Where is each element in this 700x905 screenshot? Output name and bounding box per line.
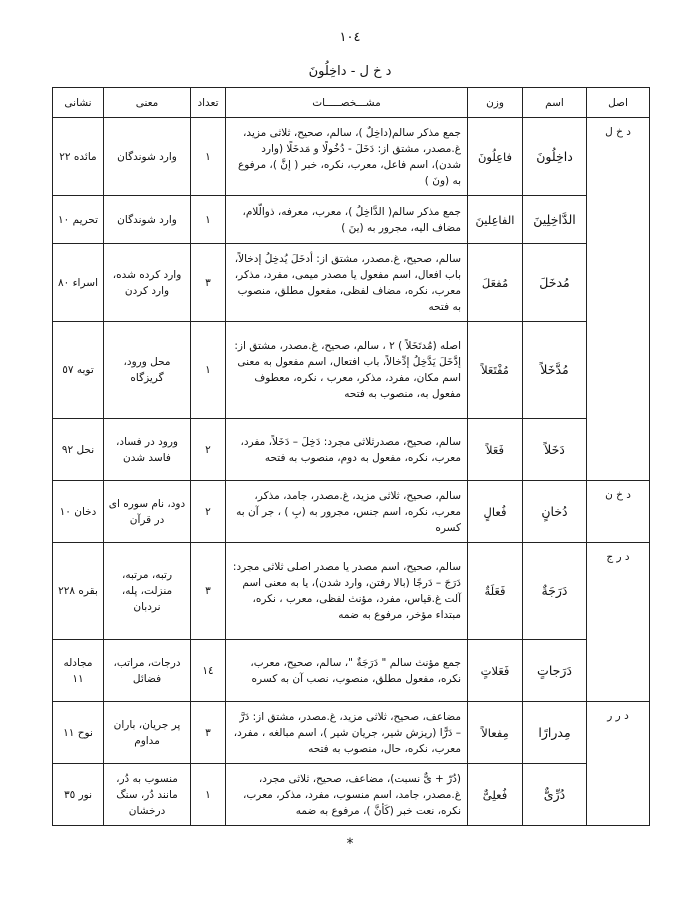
word-cell: الدَّاخِلِینَ	[523, 196, 587, 244]
pattern-cell: فَعَلاً	[468, 419, 523, 481]
pattern-cell: فاعِلُونَ	[468, 118, 523, 196]
word-cell: داخِلُونَ	[523, 118, 587, 196]
description-cell: اصله (مُدتَخَلاً ) ٢ ، سالم، صحیح، غ.مصدر، مشتق از: إدَّخَلَ یَدَّخِلُ إدِّخالاً، باب افتعال، اسم مفعول به معنی اسم مکان، مفرد، مذکر، معرب ، نکره، معطوف مفعول به، منصوب به فتحه	[226, 322, 468, 419]
count-cell: ٣	[191, 543, 226, 640]
header-pattern: وزن	[468, 88, 523, 118]
pattern-cell: مُفْتَعَلاً	[468, 322, 523, 419]
pattern-cell: فُعلِیٌّ	[468, 764, 523, 826]
pattern-cell: فَعَلاتٍ	[468, 640, 523, 702]
page-number: ١٠٤	[339, 30, 361, 45]
description-cell: جمع مذکر سالم( الدَّاخِلُ )، معرب، معرفه، ذوالّلام، مضاف الیه، مجرور به (ینَ )	[226, 196, 468, 244]
table-row	[53, 322, 650, 419]
count-cell: ٣	[191, 244, 226, 322]
header-root: اصل	[587, 88, 650, 118]
meaning-cell: وارد شوندگان	[104, 118, 191, 196]
meaning-cell: وارد شوندگان	[104, 196, 191, 244]
table-row	[53, 640, 650, 702]
word-cell: دَرَجاتٍ	[523, 640, 587, 702]
count-cell: ١	[191, 764, 226, 826]
root-cell: د ر ر	[587, 702, 650, 826]
word-cell: مُدَّخَلاً	[523, 322, 587, 419]
header-count: تعداد	[191, 88, 226, 118]
word-cell: مِدرارًا	[523, 702, 587, 764]
lexicon-table	[52, 87, 650, 826]
root-cell: د خ ن	[587, 481, 650, 543]
table-row	[53, 764, 650, 826]
header-word: اسم	[523, 88, 587, 118]
word-cell: دَخَلاً	[523, 419, 587, 481]
root-cell: د ر ج	[587, 543, 650, 702]
description-cell: مضاعف، صحیح، ثلاثی مزید، غ.مصدر، مشتق از: دَرَّ – دَرًّا (ریزش شیر، جریان شیر )، اسم مبالغه ، مفرد، معرب، نکره، حال، منصوب به فتحه	[226, 702, 468, 764]
header-meaning: معنی	[104, 88, 191, 118]
meaning-cell: دود، نام سوره ای در قرآن	[104, 481, 191, 543]
word-cell: مُدخَلَ	[523, 244, 587, 322]
count-cell: ١	[191, 196, 226, 244]
description-cell: جمع مؤنث سالم " دَرَجَةٌ "، سالم، صحیح، معرب، نکره، مفعول مطلق، منصوب، نصب آن به کسره	[226, 640, 468, 702]
word-cell: دُرِّیٌّ	[523, 764, 587, 826]
reference-cell: دخان ١٠	[53, 481, 104, 543]
meaning-cell: محل ورود، گریزگاه	[104, 322, 191, 419]
table-row	[53, 196, 650, 244]
root-cell: د خ ل	[587, 118, 650, 481]
reference-cell: نور ٣٥	[53, 764, 104, 826]
pattern-cell: فُعالٍ	[468, 481, 523, 543]
header-description: مشـــخصـــــات	[226, 88, 468, 118]
description-cell: (دُرّ + یٌّ نسبت)، مضاعف، صحیح، ثلاثی مجرد، غ.مصدر، جامد، اسم منسوب، مفرد، مذکر، معرب، نکره، نعت خبر (کَأنَّ )، مرفوع به ضمه	[226, 764, 468, 826]
pattern-cell: فَعَلَةٌ	[468, 543, 523, 640]
table-row	[53, 419, 650, 481]
table-row	[53, 543, 650, 640]
reference-cell: مجادله ١١	[53, 640, 104, 702]
count-cell: ٢	[191, 419, 226, 481]
reference-cell: نوح ١١	[53, 702, 104, 764]
description-cell: سالم، صحیح، غ.مصدر، مشتق از: أدخَلَ یُدخِلُ إدخالاً، باب افعال، اسم مفعول یا مصدر میمی، مفرد، مذکر، معرب، نکره، مضاف لفظی، مفعول مطلق، منصوب به فتحه	[226, 244, 468, 322]
description-cell: جمع مذکر سالم(داخِلٌ )، سالم، صحیح، ثلاثی مزید، غ.مصدر، مشتق از: دَخَلَ - دُخُولًا و مَدخَلًا (وارد شدن)، اسم فاعل، معرب، نکره، خبر ( إنَّ )، مرفوع به (ونَ )	[226, 118, 468, 196]
table-row	[53, 481, 650, 543]
pattern-cell: مُفعَلَ	[468, 244, 523, 322]
reference-cell: اسراء ٨٠	[53, 244, 104, 322]
meaning-cell: پر جریان، باران مداوم	[104, 702, 191, 764]
table-row	[53, 118, 650, 196]
table-row	[53, 702, 650, 764]
table-row	[53, 244, 650, 322]
count-cell: ١	[191, 118, 226, 196]
description-cell: سالم، صحیح، اسم مصدر یا مصدر اصلی ثلاثی مجرد: دَرَجَ – دَرجًا (بالا رفتن، وارد شدن)، یا به معنی اسم آلت غ.قیاس، مفرد، مؤنث لفظی، معرب ، نکره، مبتداء مؤخر، مرفوع به ضمه	[226, 543, 468, 640]
table-header-row	[53, 88, 650, 118]
pattern-cell: الفاعِلینَ	[468, 196, 523, 244]
reference-cell: مائده ٢٢	[53, 118, 104, 196]
reference-cell: بقره ٢٢٨	[53, 543, 104, 640]
count-cell: ٣	[191, 702, 226, 764]
reference-cell: توبه ٥٧	[53, 322, 104, 419]
count-cell: ٢	[191, 481, 226, 543]
count-cell: ١٤	[191, 640, 226, 702]
meaning-cell: رتبه، مرتبه، منزلت، پله، نردبان	[104, 543, 191, 640]
meaning-cell: وارد کرده شده، وارد کردن	[104, 244, 191, 322]
pattern-cell: مِفعالاً	[468, 702, 523, 764]
description-cell: سالم، صحیح، مصدرثلاثی مجرد: دَخِلَ – دَخَلاً، مفرد، معرب، نکره، مفعول به دوم، منصوب به فتحه	[226, 419, 468, 481]
reference-cell: تحریم ١٠	[53, 196, 104, 244]
description-cell: سالم، صحیح، ثلاثی مزید، غ.مصدر، جامد، مذکر، معرب، نکره، اسم جنس، مجرور به (بِ ) ، جر آن به کسره	[226, 481, 468, 543]
meaning-cell: ورود در فساد، فاسد شدن	[104, 419, 191, 481]
reference-cell: نحل ٩٢	[53, 419, 104, 481]
footer-mark: *	[346, 836, 354, 852]
meaning-cell: درجات، مراتب، فضائل	[104, 640, 191, 702]
page-title: د خ ل - داخِلُونَ	[308, 64, 392, 79]
word-cell: دُخانٍ	[523, 481, 587, 543]
meaning-cell: منسوب به دُر، مانند دُر، سنگ درخشان	[104, 764, 191, 826]
count-cell: ١	[191, 322, 226, 419]
header-reference: نشانی	[53, 88, 104, 118]
word-cell: دَرَجَةٌ	[523, 543, 587, 640]
